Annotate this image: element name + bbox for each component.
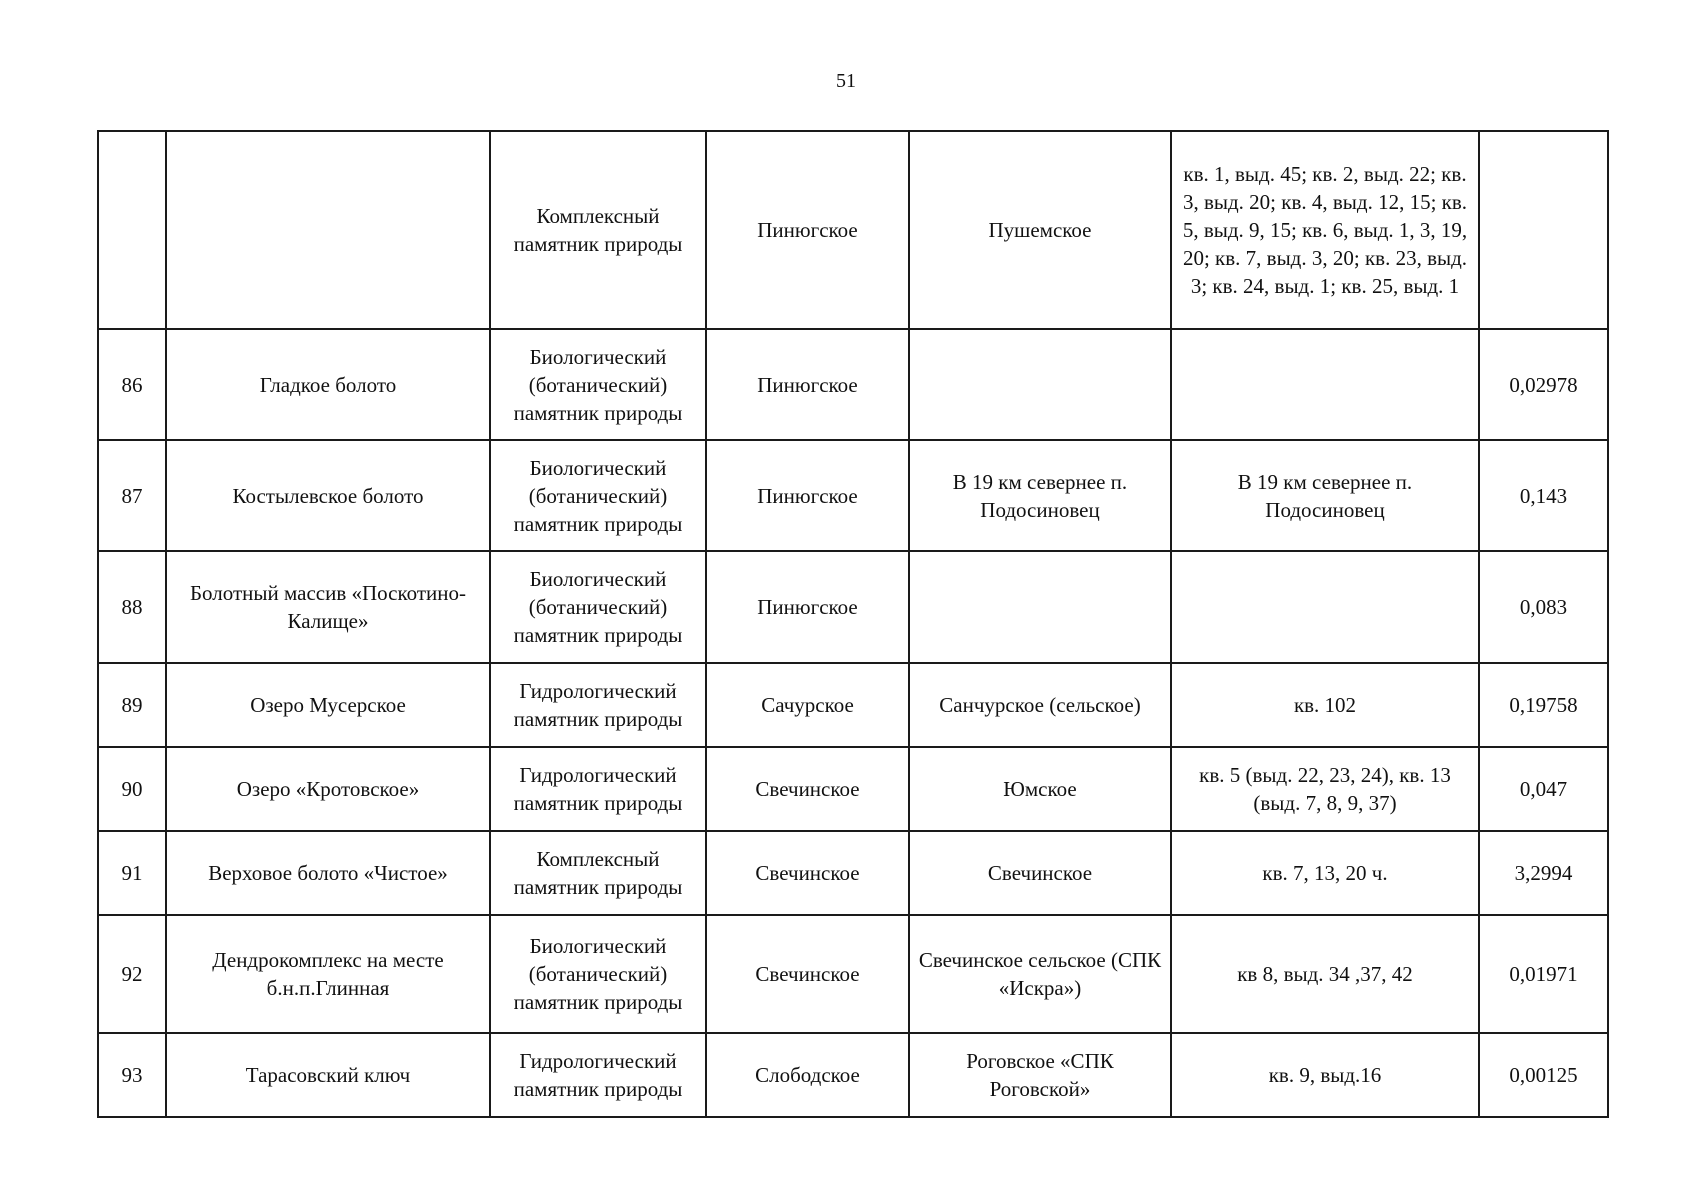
category-cell: Комплексный памятник природы: [490, 831, 706, 915]
location-cell: [909, 551, 1171, 663]
monument-name-cell: Верховое болото «Чистое»: [166, 831, 490, 915]
monument-name-cell: Костылевское болото: [166, 440, 490, 551]
table-row: [98, 1033, 1608, 1117]
area-cell: 0,02978: [1479, 329, 1608, 440]
page-number: 51: [836, 70, 856, 92]
monument-name-cell: Озеро Мусерское: [166, 663, 490, 747]
category-cell: Гидрологический памятник природы: [490, 1033, 706, 1117]
location-cell: [909, 329, 1171, 440]
district-cell: Пинюгское: [706, 551, 909, 663]
table-row: [98, 915, 1608, 1033]
table-row: [98, 329, 1608, 440]
location-cell: Свечинское: [909, 831, 1171, 915]
row-number-cell: 92: [98, 915, 166, 1033]
category-cell: Биологический (ботанический) памятник природы: [490, 551, 706, 663]
row-number-cell: [98, 131, 166, 329]
monument-name-cell: Озеро «Кротовское»: [166, 747, 490, 831]
district-cell: Свечинское: [706, 747, 909, 831]
district-cell: Сачурское: [706, 663, 909, 747]
area-cell: 0,083: [1479, 551, 1608, 663]
quarters-cell: кв. 102: [1171, 663, 1479, 747]
monument-name-cell: Дендрокомплекс на месте б.н.п.Глинная: [166, 915, 490, 1033]
monument-name-cell: Гладкое болото: [166, 329, 490, 440]
table-row: [98, 747, 1608, 831]
quarters-cell: кв. 9, выд.16: [1171, 1033, 1479, 1117]
location-cell: Роговское «СПК Роговской»: [909, 1033, 1171, 1117]
category-cell: Комплексный памятник природы: [490, 131, 706, 329]
quarters-cell: [1171, 551, 1479, 663]
area-cell: [1479, 131, 1608, 329]
area-cell: 0,143: [1479, 440, 1608, 551]
row-number-cell: 90: [98, 747, 166, 831]
row-number-cell: 93: [98, 1033, 166, 1117]
row-number-cell: 89: [98, 663, 166, 747]
table-row: [98, 440, 1608, 551]
area-cell: 3,2994: [1479, 831, 1608, 915]
district-cell: Пинюгское: [706, 440, 909, 551]
area-cell: 0,19758: [1479, 663, 1608, 747]
district-cell: Пинюгское: [706, 329, 909, 440]
monument-name-cell: Болотный массив «Поскотино-Калище»: [166, 551, 490, 663]
quarters-cell: кв. 7, 13, 20 ч.: [1171, 831, 1479, 915]
table-row: [98, 131, 1608, 329]
table-row: [98, 663, 1608, 747]
category-cell: Биологический (ботанический) памятник природы: [490, 329, 706, 440]
district-cell: Свечинское: [706, 915, 909, 1033]
area-cell: 0,047: [1479, 747, 1608, 831]
category-cell: Гидрологический памятник природы: [490, 663, 706, 747]
category-cell: Биологический (ботанический) памятник природы: [490, 915, 706, 1033]
natural-monuments-table: [97, 130, 1609, 1118]
district-cell: Пинюгское: [706, 131, 909, 329]
row-number-cell: 88: [98, 551, 166, 663]
location-cell: Юмское: [909, 747, 1171, 831]
row-number-cell: 91: [98, 831, 166, 915]
table-row: [98, 551, 1608, 663]
quarters-cell: В 19 км севернее п. Подосиновец: [1171, 440, 1479, 551]
monument-name-cell: Тарасовский ключ: [166, 1033, 490, 1117]
district-cell: Слободское: [706, 1033, 909, 1117]
row-number-cell: 86: [98, 329, 166, 440]
quarters-cell: кв. 1, выд. 45; кв. 2, выд. 22; кв. 3, выд. 20; кв. 4, выд. 12, 15; кв. 5, выд. 9, 15; кв. 6, выд. 1, 3, 19, 20; кв. 7, выд. 3, 20; кв. 23, выд. 3; кв. 24, выд. 1; кв. 25, выд. 1: [1171, 131, 1479, 329]
monument-name-cell: [166, 131, 490, 329]
area-cell: 0,00125: [1479, 1033, 1608, 1117]
location-cell: Санчурское (сельское): [909, 663, 1171, 747]
district-cell: Свечинское: [706, 831, 909, 915]
location-cell: Пушемское: [909, 131, 1171, 329]
area-cell: 0,01971: [1479, 915, 1608, 1033]
quarters-cell: кв 8, выд. 34 ,37, 42: [1171, 915, 1479, 1033]
table-row: [98, 831, 1608, 915]
location-cell: Свечинское сельское (СПК «Искра»): [909, 915, 1171, 1033]
quarters-cell: [1171, 329, 1479, 440]
category-cell: Гидрологический памятник природы: [490, 747, 706, 831]
category-cell: Биологический (ботанический) памятник природы: [490, 440, 706, 551]
location-cell: В 19 км севернее п. Подосиновец: [909, 440, 1171, 551]
quarters-cell: кв. 5 (выд. 22, 23, 24), кв. 13 (выд. 7, 8, 9, 37): [1171, 747, 1479, 831]
row-number-cell: 87: [98, 440, 166, 551]
